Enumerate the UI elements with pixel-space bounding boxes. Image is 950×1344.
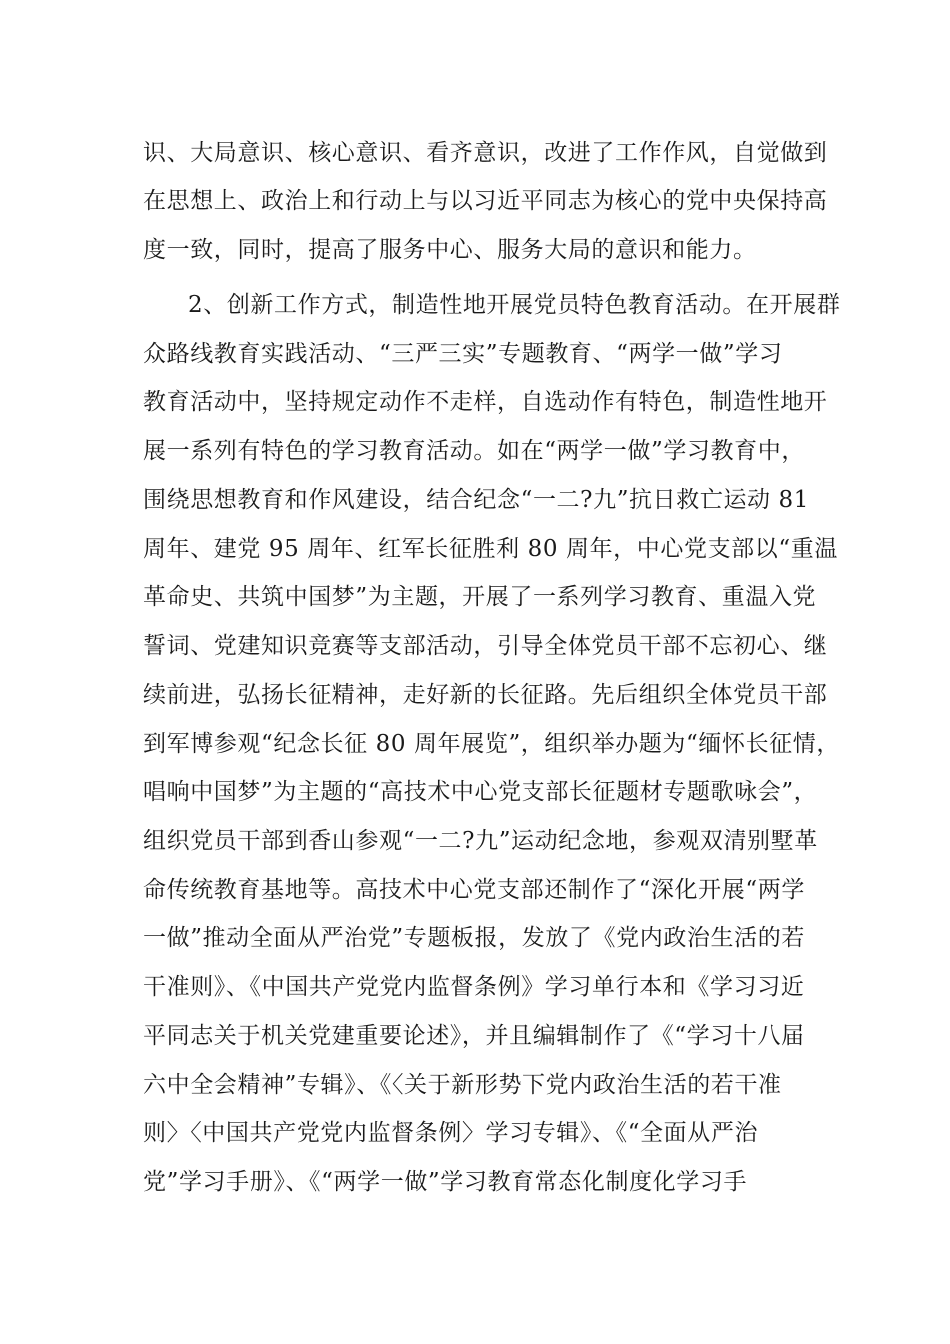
text-line: 则〉〈中国共产党党内监督条例〉学习专辑》、《“全面从严治 xyxy=(143,1120,759,1146)
text-line: 周年、建党 95 周年、红军长征胜利 80 周年，中心党支部以“重温 xyxy=(143,536,838,562)
text-line: 围绕思想教育和作风建设，结合纪念“一二?九”抗日救亡运动 81 xyxy=(143,487,810,513)
text-line: 识、大局意识、核心意识、看齐意识，改进了工作作风，自觉做到 xyxy=(143,140,828,166)
text-line: 组织党员干部到香山参观“一二?九”运动纪念地，参观双清别墅革 xyxy=(143,828,818,854)
text-line: 唱响中国梦”为主题的“高技术中心党支部长征题材专题歌咏会”， xyxy=(143,779,818,805)
text-line: 一做”推动全面从严治党”专题板报，发放了《党内政治生活的若 xyxy=(143,925,805,951)
text-line: 誓词、党建知识竞赛等支部活动，引导全体党员干部不忘初心、继 xyxy=(143,633,828,659)
text-line: 到军博参观“纪念长征 80 周年展览”，组织举办题为“缅怀长征情， xyxy=(143,731,840,757)
text-line: 展一系列有特色的学习教育活动。如在“两学一做”学习教育中， xyxy=(143,438,805,464)
text-line: 革命史、共筑中国梦”为主题，开展了一系列学习教育、重温入党 xyxy=(143,584,817,610)
text-line: 在思想上、政治上和行动上与以习近平同志为核心的党中央保持高 xyxy=(143,188,828,214)
text-line: 众路线教育实践活动、“三严三实”专题教育、“两学一做”学习 xyxy=(143,341,783,367)
text-line: 平同志关于机关党建重要论述》，并且编辑制作了《“学习十八届 xyxy=(143,1023,805,1049)
text-line: 续前进，弘扬长征精神，走好新的长征路。先后组织全体党员干部 xyxy=(143,682,828,708)
text-line: 干准则》、《中国共产党党内监督条例》学习单行本和《学习习近 xyxy=(143,974,805,1000)
text-line: 度一致，同时，提高了服务中心、服务大局的意识和能力。 xyxy=(143,237,757,263)
text-line: 六中全会精神”专辑》、《〈关于新形势下党内政治生活的若干准 xyxy=(143,1072,782,1098)
text-line: 党”学习手册》、《“两学一做”学习教育常态化制度化学习手 xyxy=(143,1169,748,1195)
paragraph-start-line: 2、创新工作方式，制造性地开展党员特色教育活动。在开展群 xyxy=(188,292,841,318)
text-line: 教育活动中，坚持规定动作不走样，自选动作有特色，制造性地开 xyxy=(143,389,828,415)
text-line: 命传统教育基地等。高技术中心党支部还制作了“深化开展“两学 xyxy=(143,877,805,903)
